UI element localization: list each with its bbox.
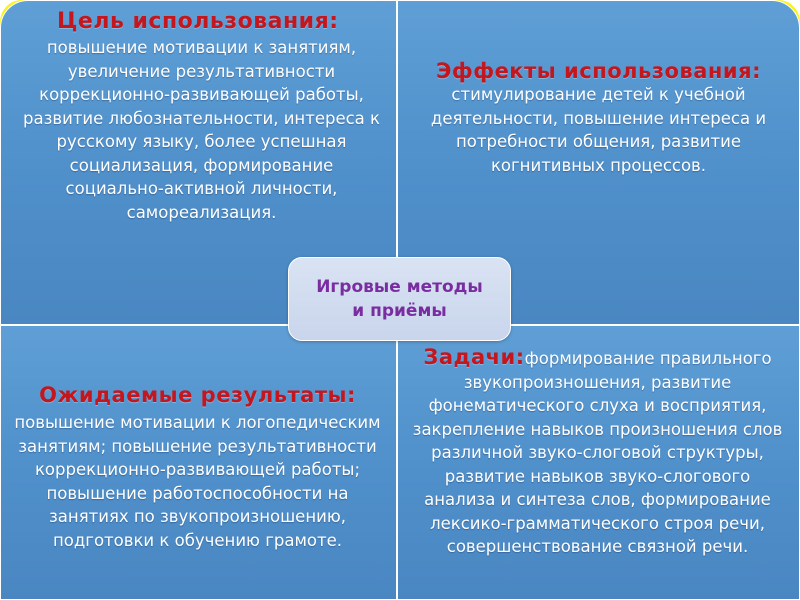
central-concept-box (288, 257, 511, 341)
goal-title: Цель использования: (57, 9, 339, 34)
goal-text: повышение мотивации к занятиям, увеличение результативности коррекционно-развивающей работы, развитие любознательности, интереса к русскому языку, более успешная социализация, формирование социально-активной личности, самореализация. (22, 38, 381, 222)
expected-results-quadrant (0, 325, 397, 600)
tasks-text: формирование правильного звукопроизношения, развитие фонематического слуха и восприятия, закрепление навыков произношения слов различной звуко-слоговой структуры, развитие навыков звуко-слогового анализа и синтеза слов, формирование лексико-грамматического строя речи, совершенствование связной речи. (412, 349, 783, 556)
tasks-title: Задачи: (423, 345, 525, 369)
effects-text: стимулирование детей к учебной деятельности, повышение интереса и потребности общения, развитие когнитивных процессов. (430, 85, 767, 175)
expected-results-title: Ожидаемые результаты: (39, 383, 356, 407)
expected-results-text: повышение мотивации к логопедическим занятиям; повышение результативности коррекционно-развивающей работы; повышение работоспособности на занятиях по звукопроизношению, подготовки к обучению грамоте. (14, 413, 381, 550)
central-concept-label: Игровые методы и приёмы (316, 277, 483, 321)
tasks-quadrant (397, 325, 800, 600)
effects-title: Эффекты использования: (435, 59, 761, 83)
